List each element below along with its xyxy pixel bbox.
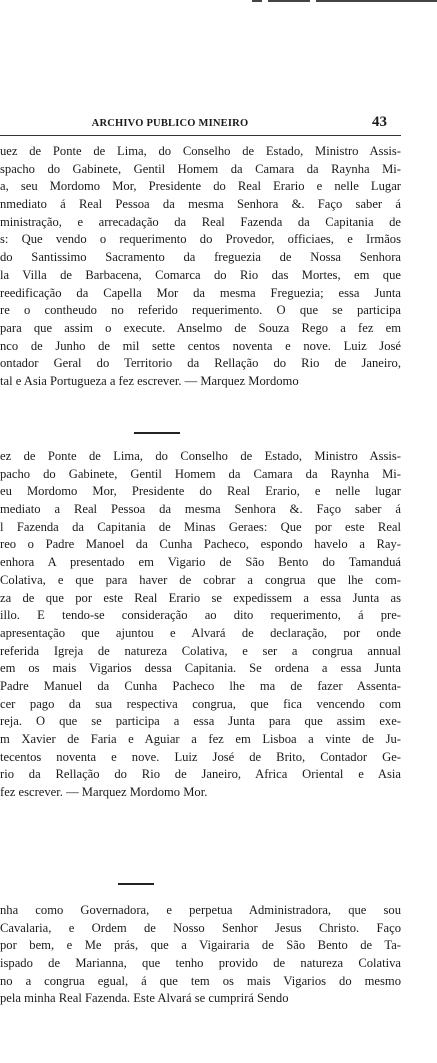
text-line: za de que por este Real Erario se expedissem a essa Junta as [0, 590, 401, 605]
text-line: reja. O que se participa a essa Junta para que assim exe- [0, 714, 401, 729]
text-line: l Fazenda da Capitania de Minas Geraes: Que por este Real [0, 519, 401, 534]
top-border-segment-3 [316, 0, 437, 2]
text-line: re o contheudo no referido requerimento. O que se participa [0, 303, 401, 318]
text-line: a, seu Mordomo Mor, Presidente do Real Erario e nelle Lugar [0, 179, 401, 194]
text-line: nco de Junho de mil sette centos noventa e nove. Luiz José [0, 338, 401, 353]
text-line: pacho do Gabinete, Gentil Homem da Camara da Raynha Mi- [0, 466, 401, 481]
text-line: spacho do Gabinete, Gentil Homem da Camara da Raynha Mi- [0, 161, 401, 176]
text-line: mediato a Real Pessoa da mesma Senhora &. Faço saber á [0, 502, 401, 517]
section-separator-2 [118, 883, 154, 885]
text-line: para que assim o execute. Anselmo de Souza Rego a fez em [0, 320, 401, 335]
text-line: nmediato á Real Pessoa da mesma Senhora &. Faço saber á [0, 197, 401, 212]
page-number: 43 [372, 114, 387, 130]
document-paragraph-2 [0, 448, 401, 802]
text-line: s: Que vendo o requerimento do Provedor, officiaes, e Irmãos [0, 232, 401, 247]
text-line: enhora A presentado em Vigario de São Bento do Tamanduá [0, 555, 401, 570]
text-line: fez escrever. — Marquez Mordomo Mor. [0, 785, 208, 800]
running-header-title: ARCHIVO PUBLICO MINEIRO [91, 118, 249, 129]
text-line: reo o Padre Manoel da Cunha Pacheco, espondo havelo a Ray- [0, 537, 401, 552]
text-line: referida Igreja de natureza Colativa, e ser a congrua annual [0, 643, 401, 658]
text-line: ez de Ponte de Lima, do Conselho de Estado, Ministro Assis- [0, 449, 401, 463]
text-line: Padre Manuel da Cunha Pacheco lhe ma de fazer Assenta- [0, 678, 401, 693]
text-line: apresentação que ajuntou e Alvará de declaração, por onde [0, 625, 401, 640]
text-line: ontador Geral do Territorio da Rellação do Rio de Janeiro, [0, 356, 401, 371]
text-line: uez de Ponte de Lima, do Conselho de Estado, Ministro Assis- [0, 144, 401, 158]
text-line: do Santissimo Sacramento da freguezia de Nossa Senhora [0, 250, 401, 265]
text-line: eu Mordomo Mor, Presidente do Real Erario, e nelle lugar [0, 484, 401, 499]
text-line: tecentos noventa e nove. Luiz José de Brito, Contador Ge- [0, 749, 401, 764]
text-line: pela minha Real Fazenda. Este Alvará se cumprirá Sendo [0, 991, 289, 1006]
text-line: nha como Governadora, e perpetua Administradora, que sou [0, 903, 401, 917]
text-line: cer pago da sua respectiva congrua, que fica vencendo com [0, 696, 401, 711]
text-line: Cavalaria, e Ordem de Nosso Senhor Jesus Christo. Faço [0, 920, 401, 935]
text-line: ispado de Marianna, que tenho provido de natureza Colativa [0, 956, 401, 971]
text-line: no a congrua egual, á que tem os mais Vigarios do mesmo [0, 973, 401, 988]
text-line: reedificação da Capella Mor da mesma Freguezia; essa Junta [0, 285, 401, 300]
top-border-segment-1 [252, 0, 262, 2]
text-line: por bem, e Me prás, que a Vigairaria de São Bento de Ta- [0, 938, 401, 953]
text-line: Colativa, e que para haver de cobrar a congrua que lhe com- [0, 572, 401, 587]
text-line: rio da Rellação do Rio de Janeiro, Africa Oriental e Asia [0, 767, 401, 782]
text-line: tal e Asia Portugueza a fez escrever. — Marquez Mordomo [0, 373, 299, 388]
document-paragraph-1 [0, 143, 401, 391]
text-line: em os mais Vigarios dessa Capitania. Se ordena a essa Junta [0, 661, 401, 676]
text-line: la Villa de Barbacena, Comarca do Rio das Mortes, em que [0, 267, 401, 282]
text-line: illo. E tendo-se consideração ao dito requerimento, á pre- [0, 608, 401, 623]
document-paragraph-3 [0, 902, 401, 1008]
text-line: m Xavier de Faria e Aguiar a fez em Lisboa a vinte de Ju- [0, 732, 401, 746]
section-separator-1 [134, 432, 180, 434]
header-rule [0, 135, 401, 136]
text-line: ministração, e arrecadação da Real Fazenda da Capitania de [0, 214, 401, 229]
top-border-segment-2 [268, 0, 310, 2]
